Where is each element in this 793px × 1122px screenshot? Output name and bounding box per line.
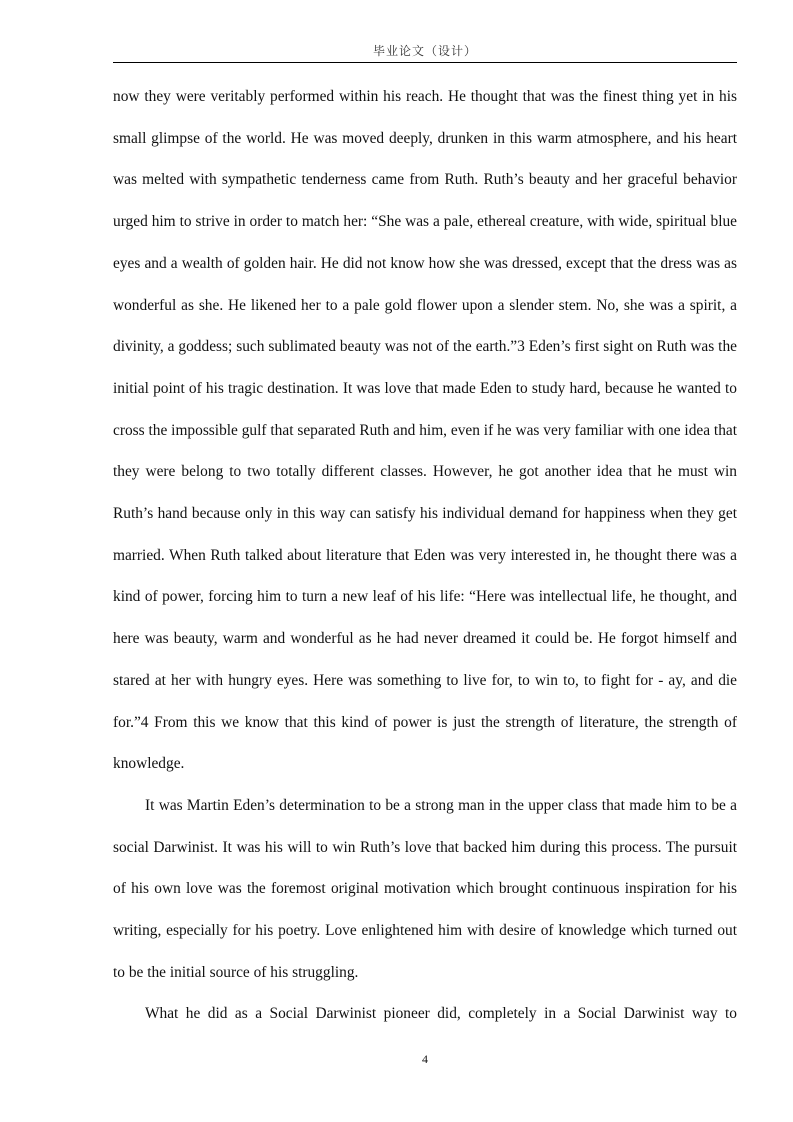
page-header: 毕业论文（设计） [372, 44, 477, 58]
paragraph-determination: It was Martin Eden’s determination to be a strong man in the upper class that made him to be a social Darwinist. It was his will to win Ruth’s love that backed him during this process. The pursuit of his own love was the foremost original motivation which brought continuous inspiration for his writing, especially for his poetry. Love enlightened him with desire of knowledge which turned out to be the initial source of his struggling. [113, 796, 737, 981]
paragraph-pioneer: What he did as a Social Darwinist pioneer did, completely in a Social Darwinist way to [145, 1005, 737, 1023]
body-text [113, 76, 737, 1035]
header-rule [113, 62, 737, 63]
paragraph-continuation: now they were veritably performed within his reach. He thought that was the finest thing yet in his small glimpse of the world. He was moved deeply, drunken in this warm atmosphere, and his heart was melted with sympathetic tenderness came from Ruth. Ruth’s beauty and her graceful behavior urged him to strive in order to match her: “She was a pale, ethereal creature, with wide, spiritual blue eyes and a wealth of golden hair. He did not know how she was dressed, except that the dress was as wonderful as she. He likened her to a pale gold flower upon a slender stem. No, she was a spirit, a divinity, a goddess; such sublimated beauty was not of the earth.”3 Eden’s first sight on Ruth was the initial point of his tragic destination. It was love that made Eden to study hard, because he wanted to cross the impossible gulf that separated Ruth and him, even if he was very familiar with one idea that they were belong to two totally different classes. However, he got another idea that he must win Ruth’s hand because only in this way can satisfy his individual demand for happiness when they get married. When Ruth talked about literature that Eden was very interested in, he thought there was a kind of power, forcing him to turn a new leaf of his life: “Here was intellectual life, he thought, and here was beauty, warm and wonderful as he had never dreamed it could be. He forgot himself and stared at her with hungry eyes. Here was something to live for, to win to, to fight for - ay, and die for.”4 From this we know that this kind of power is just the strength of literature, the strength of knowledge. [113, 88, 737, 773]
page-number: 4 [422, 1052, 428, 1066]
